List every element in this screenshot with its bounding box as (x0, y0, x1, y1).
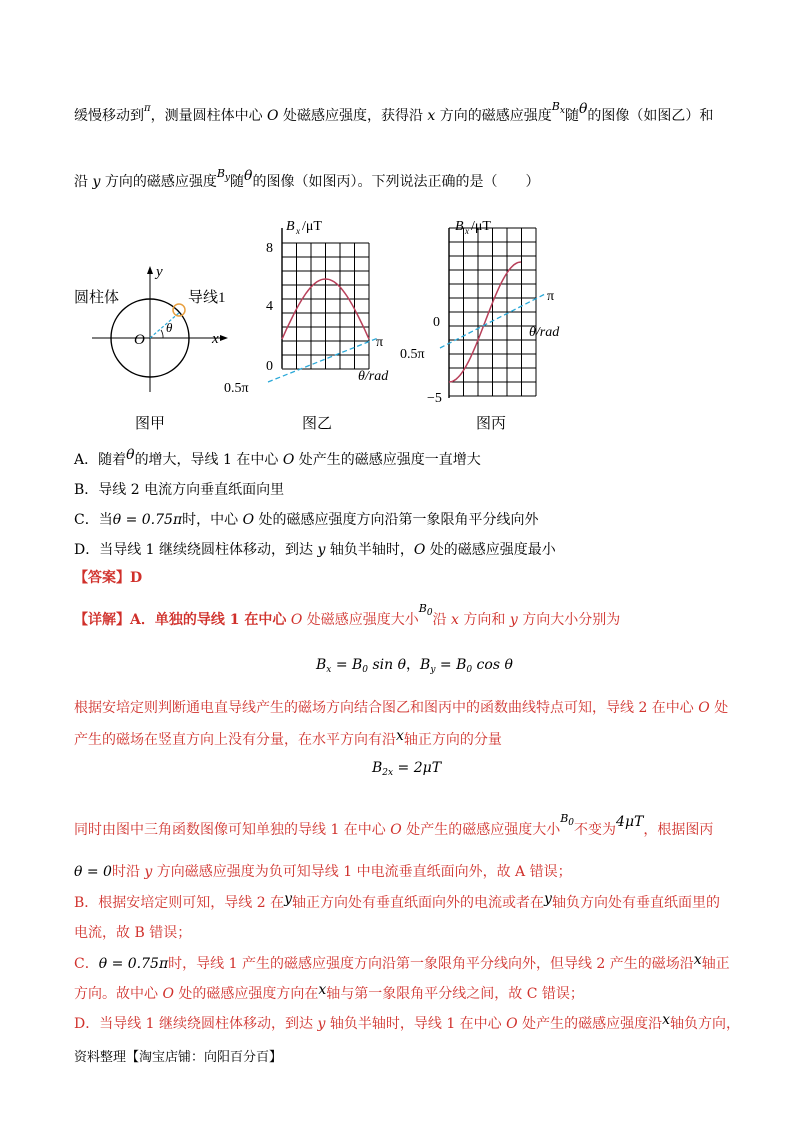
label-theta: θ (166, 320, 173, 335)
label-cylinder: 圆柱体 (74, 290, 120, 306)
pi-symbol: π (144, 103, 151, 114)
x-label: θ/rad (358, 369, 389, 384)
option-b: B．导线 2 电流方向垂直纸面向里 (74, 482, 285, 498)
tick-4: 4 (266, 299, 273, 314)
question-line-2: 沿 y 方向的磁感应强度$^{B_y}$随θ的图像（如图丙）。下列说法正确的是（ ） (74, 167, 540, 190)
formula-b2x: $B_{2x} = 2\mu T$ (372, 760, 442, 778)
tick-8: 8 (266, 241, 273, 256)
x-label: θ/rad (529, 325, 560, 340)
tick-0: 0 (433, 315, 440, 330)
detail-line-8: C．θ = 0.75π时，导线 1 产生的磁感应强度方向沿第一象限角平分线向外，但导线 2 产生的磁场沿x轴正 (74, 952, 730, 972)
pi-label: π (547, 289, 555, 304)
formula-bx-by: $B_x = B_0$ sin θ，$B_y = B_0$ cos θ (316, 657, 513, 675)
detail-line-6: B．根据安培定则可知，导线 2 在y轴正方向处有垂直纸面向外的电流或者在y轴负方向处有垂直纸面里的 (74, 891, 720, 911)
figure-bing (395, 218, 595, 413)
ylabel-unit: /μT (302, 219, 322, 234)
radius-dashed (150, 312, 180, 338)
figure-yi (220, 218, 420, 413)
ylabel-b: B (286, 219, 295, 234)
ylabel-b: B (455, 219, 464, 234)
footer: 资料整理【淘宝店铺：向阳百分百】 (74, 1050, 283, 1065)
option-d: D．当导线 1 继续绕圆柱体移动，到达 y 轴负半轴时，O 处的磁感应强度最小 (74, 542, 556, 558)
half-pi-label: 0.5π (224, 381, 249, 396)
figure-jia (70, 262, 240, 392)
detail-line-7: 电流，故 B 错误； (74, 925, 192, 941)
ylabel-unit: /μT (471, 219, 491, 234)
ylabel-sub: x (465, 226, 469, 236)
option-c: C．当θ = 0.75π时，中心 O 处的磁感应强度方向沿第一象限角平分线向外 (74, 512, 539, 528)
wire-1-icon (173, 304, 185, 316)
pi-label: π (376, 335, 384, 350)
angle-arc (161, 330, 163, 338)
question-line-1: 缓慢移动到$^\pi$，测量圆柱体中心 O 处磁感应强度，获得沿 x 方向的磁感应强度$^{B_x}$随θ的图像（如图乙）和 (74, 100, 714, 124)
ylabel-sub: x (296, 226, 300, 236)
label-origin: O (134, 332, 145, 348)
tick-0: 0 (266, 359, 273, 374)
half-pi-label: 0.5π (400, 347, 425, 362)
detail-line-9: 方向。故中心 O 处的磁感应强度方向在x轴与第一象限角平分线之间，故 C 错误； (74, 982, 584, 1002)
label-x: x (212, 331, 219, 347)
caption-bing: 图丙 (476, 414, 507, 432)
y-axis-arrow (147, 266, 153, 274)
tick-m5: −5 (427, 391, 442, 406)
detail-line-1: 【详解】A．单独的导线 1 在中心 O 处磁感应强度大小$^{B_0}$沿 x 方向和 y 方向大小分别为 (74, 602, 621, 628)
label-y: y (156, 264, 163, 280)
answer: 【答案】D (74, 570, 143, 586)
detail-line-5: θ = 0时沿 y 方向磁感应强度为负可知导线 1 中电流垂直纸面向外，故 A 错误； (74, 864, 572, 880)
label-wire: 导线1 (188, 290, 226, 306)
detail-line-3: 产生的磁场在竖直方向上没有分量，在水平方向有沿x轴正方向的分量 (74, 728, 502, 748)
option-a: A．随着θ的增大，导线 1 在中心 O 处产生的磁感应强度一直增大 (74, 447, 481, 468)
detail-line-10: D．当导线 1 继续绕圆柱体移动，到达 y 轴负半轴时，导线 1 在中心 O 处产生的磁感应强度沿x轴负方向， (74, 1012, 740, 1032)
detail-line-4: 同时由图中三角函数图像可知单独的导线 1 在中心 O 处产生的磁感应强度大小$^{B_0}$不变为4μT，根据图丙 (74, 812, 714, 838)
by-curve (449, 262, 521, 382)
detail-line-2: 根据安培定则判断通电直导线产生的磁场方向结合图乙和图丙中的函数曲线特点可知，导线 2 在中心 O 处 (74, 700, 729, 716)
caption-yi: 图乙 (302, 414, 333, 432)
caption-jia: 图甲 (135, 414, 166, 432)
